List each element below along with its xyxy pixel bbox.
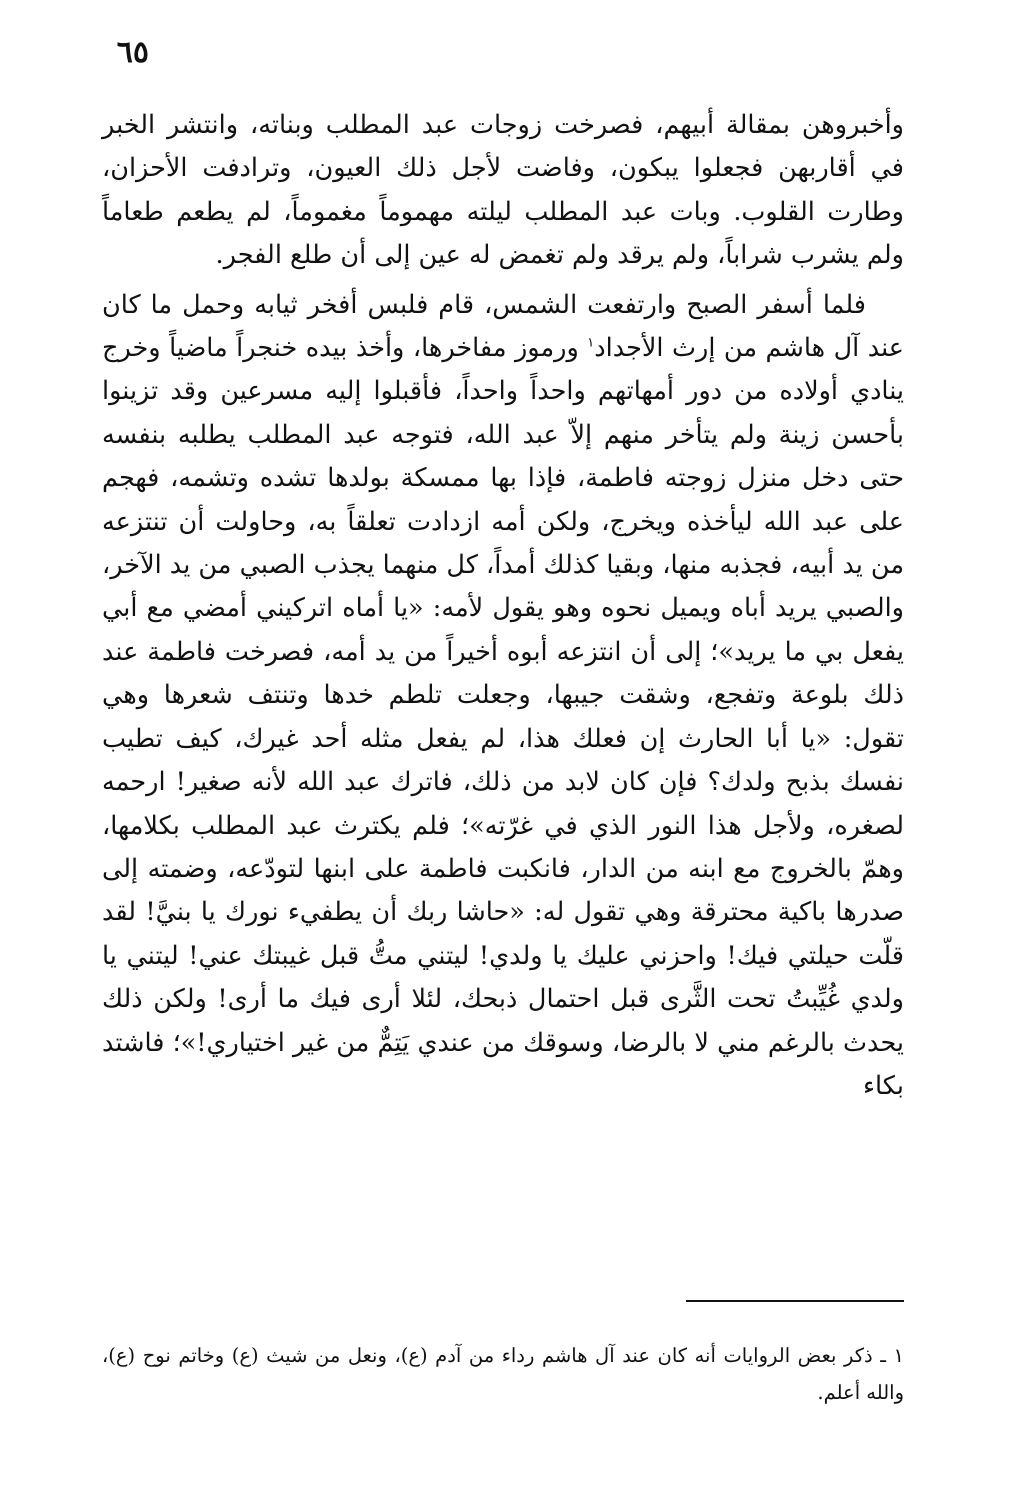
footnote-1: ١ ـ ذكر بعض الروايات أنه كان عند آل هاشم رداء من آدم (ع)، ونعل من شيث (ع) وخاتم نوح (ع)، والله أعلم. xyxy=(102,1344,904,1404)
footnote-separator xyxy=(686,1300,904,1302)
paragraph-1: وأخبروهن بمقالة أبيهم، فصرخت زوجات عبد المطلب وبناته، وانتشر الخبر في أقاربهن فجعلوا يبكون، وفاضت لأجل ذلك العيون، وترادفت الأحزان، وطارت القلوب. وبات عبد المطلب ليلته مهموماً مغموماً، لم يطعم طعاماً ولم يشرب شراباً، ولم يرقد ولم تغمض له عين إلى أن طلع الفجر. xyxy=(102,110,904,271)
paragraph-2-part-1: فلما أسفر الصبح وارتفعت الشمس، قام فلبس أفخر ثيابه وحمل ما كان عند آل هاشم من إرث الأجداد xyxy=(102,289,904,364)
body-text xyxy=(102,104,904,1108)
page-number: ٦٥ xyxy=(116,35,149,70)
paragraph-2 xyxy=(102,284,904,1109)
paragraph-2-part-2: ورموز مفاخرها، وأخذ بيده خنجراً ماضياً وخرج ينادي أولاده من دور أمهاتهم واحداً واحداً، فأقبلوا إليه مسرعين وقد تزينوا بأحسن زينة ولم يتأخر منهم إلاّ عبد الله، فتوجه عبد المطلب يطلبه بنفسه حتى دخل منزل زوجته فاطمة، فإذا بها ممسكة بولدها تشده وتشمه، فهجم على عبد الله ليأخذه ويخرج، ولكن أمه ازدادت تعلقاً به، وحاولت أن تنتزعه من يد أبيه، فجذبه منها، وبقيا كذلك أمداً، كل منهما يجذب الصبي من يد الآخر، والصبي يريد أباه ويميل نحوه وهو يقول لأمه: «يا أماه اتركيني أمضي مع أبي يفعل بي ما يريد»؛ إلى أن انتزعه أبوه أخيراً من يد أمه، فصرخت فاطمة عند ذلك بلوعة وتفجع، وشقت جيبها، وجعلت تلطم خدها وتنتف شعرها وهي تقول: «يا أبا الحارث إن فعلك هذا، لم يفعل مثله أحد غيرك، كيف تطيب نفسك بذبح ولدك؟ فإن كان لابد من ذلك، فاترك عبد الله لأنه صغير! ارحمه لصغره، ولأجل هذا النور الذي في غرّته»؛ فلم يكترث عبد المطلب بكلامها، وهمّ بالخروج مع ابنه من الدار، فانكبت فاطمة على ابنها لتودّعه، وضمته إلى صدرها باكية محترقة وهي تقول له: «حاشا ربك أن يطفيء نورك يا بنيَّ! لقد قلّت حيلتي فيك! واحزني عليك يا ولدي! ليتني متُّ قبل غيبتك عني! ليتني يا ولدي غُيِّبتُ تحت الثَّرى قبل احتمال ذبحك، لئلا أرى فيك ما أرى! ولكن ذلك يحدث بالرغم مني لا بالرضا، وسوقك من عندي يَتِمٌّ من غير اختياري!»؛ فاشتد بكاء xyxy=(102,333,904,1101)
footnote-marker: ١ xyxy=(587,335,595,351)
